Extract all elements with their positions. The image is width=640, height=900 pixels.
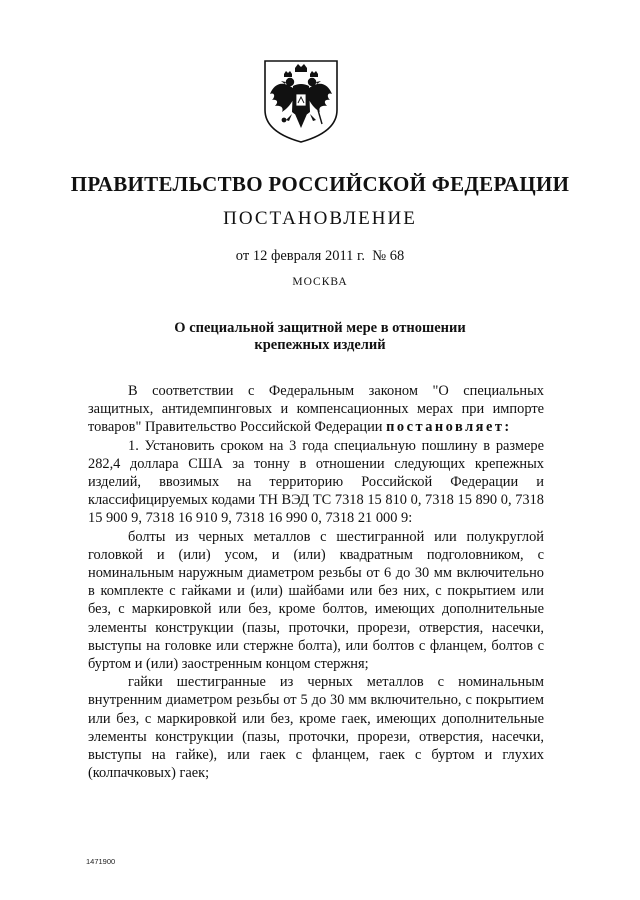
russian-coat-of-arms-icon bbox=[262, 58, 340, 144]
intro-paragraph bbox=[88, 382, 544, 437]
intro-text: В соответствии с Федеральным законом "О специальных защитных, антидемпинговых и компенсационных мерах при импорте товаров" Правительство Российской Федерации bbox=[88, 383, 544, 436]
document-type: ПОСТАНОВЛЕНИЕ bbox=[223, 208, 417, 229]
document-date: от 12 февраля 2011 г. № 68 bbox=[235, 248, 405, 264]
item-1-paragraph: 1. Установить сроком на 3 года специальную пошлину в размере 282,4 доллара США за тонну в отношении следующих крепежных изделий, ввозимых на территорию Российской Федерации и классифицируемых кодами ТН ВЭД ТС 7318 15 810 0, 7318 15 890 0, 7318 15 900 9, 7318 16 910 9, 7318 16 990 0, 7318 21 000 9: bbox=[88, 437, 544, 527]
document-city: МОСКВА bbox=[292, 276, 348, 288]
organization-title: ПРАВИТЕЛЬСТВО РОССИЙСКОЙ ФЕДЕРАЦИИ bbox=[70, 172, 570, 196]
bolts-paragraph: болты из черных металлов с шестигранной или полукруглой головкой и (или) усом, и (или) квадратным подголовником, с номинальным наружным диаметром резьбы от 6 до 30 мм включительно в комплекте с гайками и (или) шайбами или без них, с покрытием или без, с маркировкой или без, кроме болтов, имеющих дополнительные элементы конструкции (пазы, проточки, прорези, отверстия, насечки, выступы на головке или стержне болта), или болтов с фланцем, болтов с буртом и (или) заостренным концом стержня; bbox=[88, 528, 544, 673]
document-title-line: О специальной защитной мере в отношении bbox=[174, 320, 466, 336]
document-title bbox=[0, 320, 640, 354]
nuts-paragraph: гайки шестигранные из черных металлов с номинальным внутренним диаметром резьбы от 5 до 30 мм включительно, с покрытием или без, с маркировкой или без, кроме гаек, имеющих дополнительные элементы конструкции (пазы, проточки, прорези, отверстия, насечки, выступы на гайке), или гаек с фланцем, гаек с буртом и глухих (колпачковых) гаек; bbox=[88, 674, 544, 782]
document-title-line: крепежных изделий bbox=[254, 337, 386, 353]
document-body bbox=[88, 382, 544, 782]
document-code: 1471900 bbox=[86, 857, 116, 866]
decree-word: постановляет: bbox=[386, 419, 512, 436]
